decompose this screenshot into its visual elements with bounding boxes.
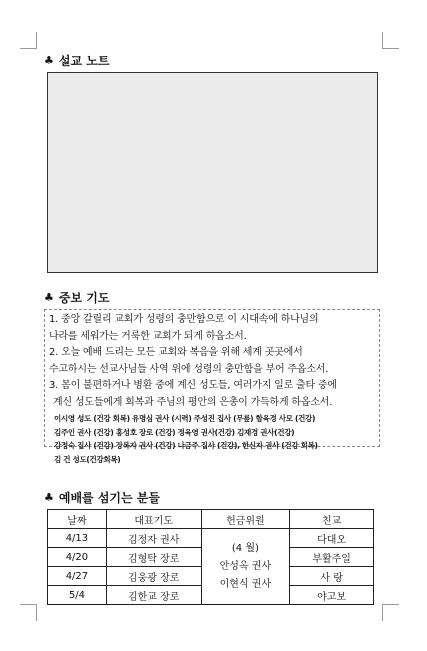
cell-fellowship: 야고보 <box>290 586 374 605</box>
club-icon: ♣ <box>44 291 54 304</box>
header-fellowship: 친교 <box>290 510 374 529</box>
cell-prayer: 김형탁 장로 <box>106 548 201 567</box>
header-date: 날짜 <box>48 510 107 529</box>
table-header-row <box>48 510 374 529</box>
cell-prayer: 김웅광 장로 <box>106 567 201 586</box>
club-icon: ♣ <box>44 54 54 67</box>
prayer-line: 2. 오늘 예배 드리는 모든 교회와 복음을 위해 세계 곳곳에서 <box>49 347 303 358</box>
prayer-line: 계신 성도들에게 회복과 주님의 평안의 은총이 가득하게 하옵소서. <box>53 396 333 408</box>
giving-member: 안성옥 권사 <box>219 560 272 572</box>
prayer-line: 3. 몸이 불편하거나 병환 중에 계신 성도들, 여러가지 일로 출타 중에 <box>49 380 337 391</box>
cell-date: 4/20 <box>48 548 107 567</box>
cell-giving <box>201 529 290 605</box>
prayer-line: 나라를 세워가는 거룩한 교회가 되게 하옵소서. <box>49 330 247 342</box>
cell-fellowship: 사 랑 <box>290 567 374 586</box>
prayer-title: 중보 기도 <box>58 291 110 305</box>
sermon-notes-area[interactable] <box>47 72 378 273</box>
header-giving: 헌금위원 <box>201 510 290 529</box>
prayer-names-line: 김주인 권사 (건강) 홍성호 장로 (건강) 정육영 권사(건강) 김재경 권사(건강) <box>54 427 295 437</box>
cell-fellowship: 다대오 <box>290 529 374 548</box>
table-row <box>48 529 374 548</box>
prayer-line: 1. 중앙 갈릴리 교회가 성령의 충만함으로 이 시대속에 하나님의 <box>49 314 319 325</box>
header-prayer: 대표기도 <box>106 510 201 529</box>
giving-member: 이현식 권사 <box>219 578 272 590</box>
cell-prayer: 김한교 장로 <box>106 586 201 605</box>
cell-date: 4/27 <box>48 567 107 586</box>
crop-mark-top-left <box>20 32 37 49</box>
notes-title: 설교 노트 <box>58 54 110 68</box>
cell-date: 4/13 <box>48 529 107 548</box>
notes-heading <box>44 52 109 69</box>
servers-table <box>47 509 374 605</box>
club-icon: ♣ <box>44 491 54 504</box>
prayer-names-line: 강정숙 집사 (건강) 장복자 권사 (건강) 나금주 집사 (건강), 한신자 권사 (건강 회복) <box>54 441 318 450</box>
prayer-box <box>44 309 380 464</box>
crop-mark-top-right <box>382 32 399 49</box>
prayer-names-line: 이시영 성도 (건강 회복) 유명심 권사 (시력) 주성진 집사 (무릎) 함육경 사모 (건강) <box>54 414 316 423</box>
prayer-heading <box>44 289 109 306</box>
servers-heading <box>44 489 160 506</box>
servers-title: 예배를 섬기는 분들 <box>58 491 160 505</box>
giving-month: (4 월) <box>231 542 259 554</box>
crop-mark-bottom-left <box>20 604 37 621</box>
cell-date: 5/4 <box>48 586 107 605</box>
prayer-line: 수고하시는 선교사님들 사역 위에 성령의 충만함을 부어 주옵소서. <box>49 363 329 375</box>
prayer-names <box>49 412 375 466</box>
crop-mark-bottom-right <box>382 604 399 621</box>
cell-prayer: 김정자 권사 <box>106 529 201 548</box>
cell-fellowship: 부활주일 <box>290 548 374 567</box>
prayer-names-line: 김 건 성도(건강회복) <box>54 454 121 464</box>
